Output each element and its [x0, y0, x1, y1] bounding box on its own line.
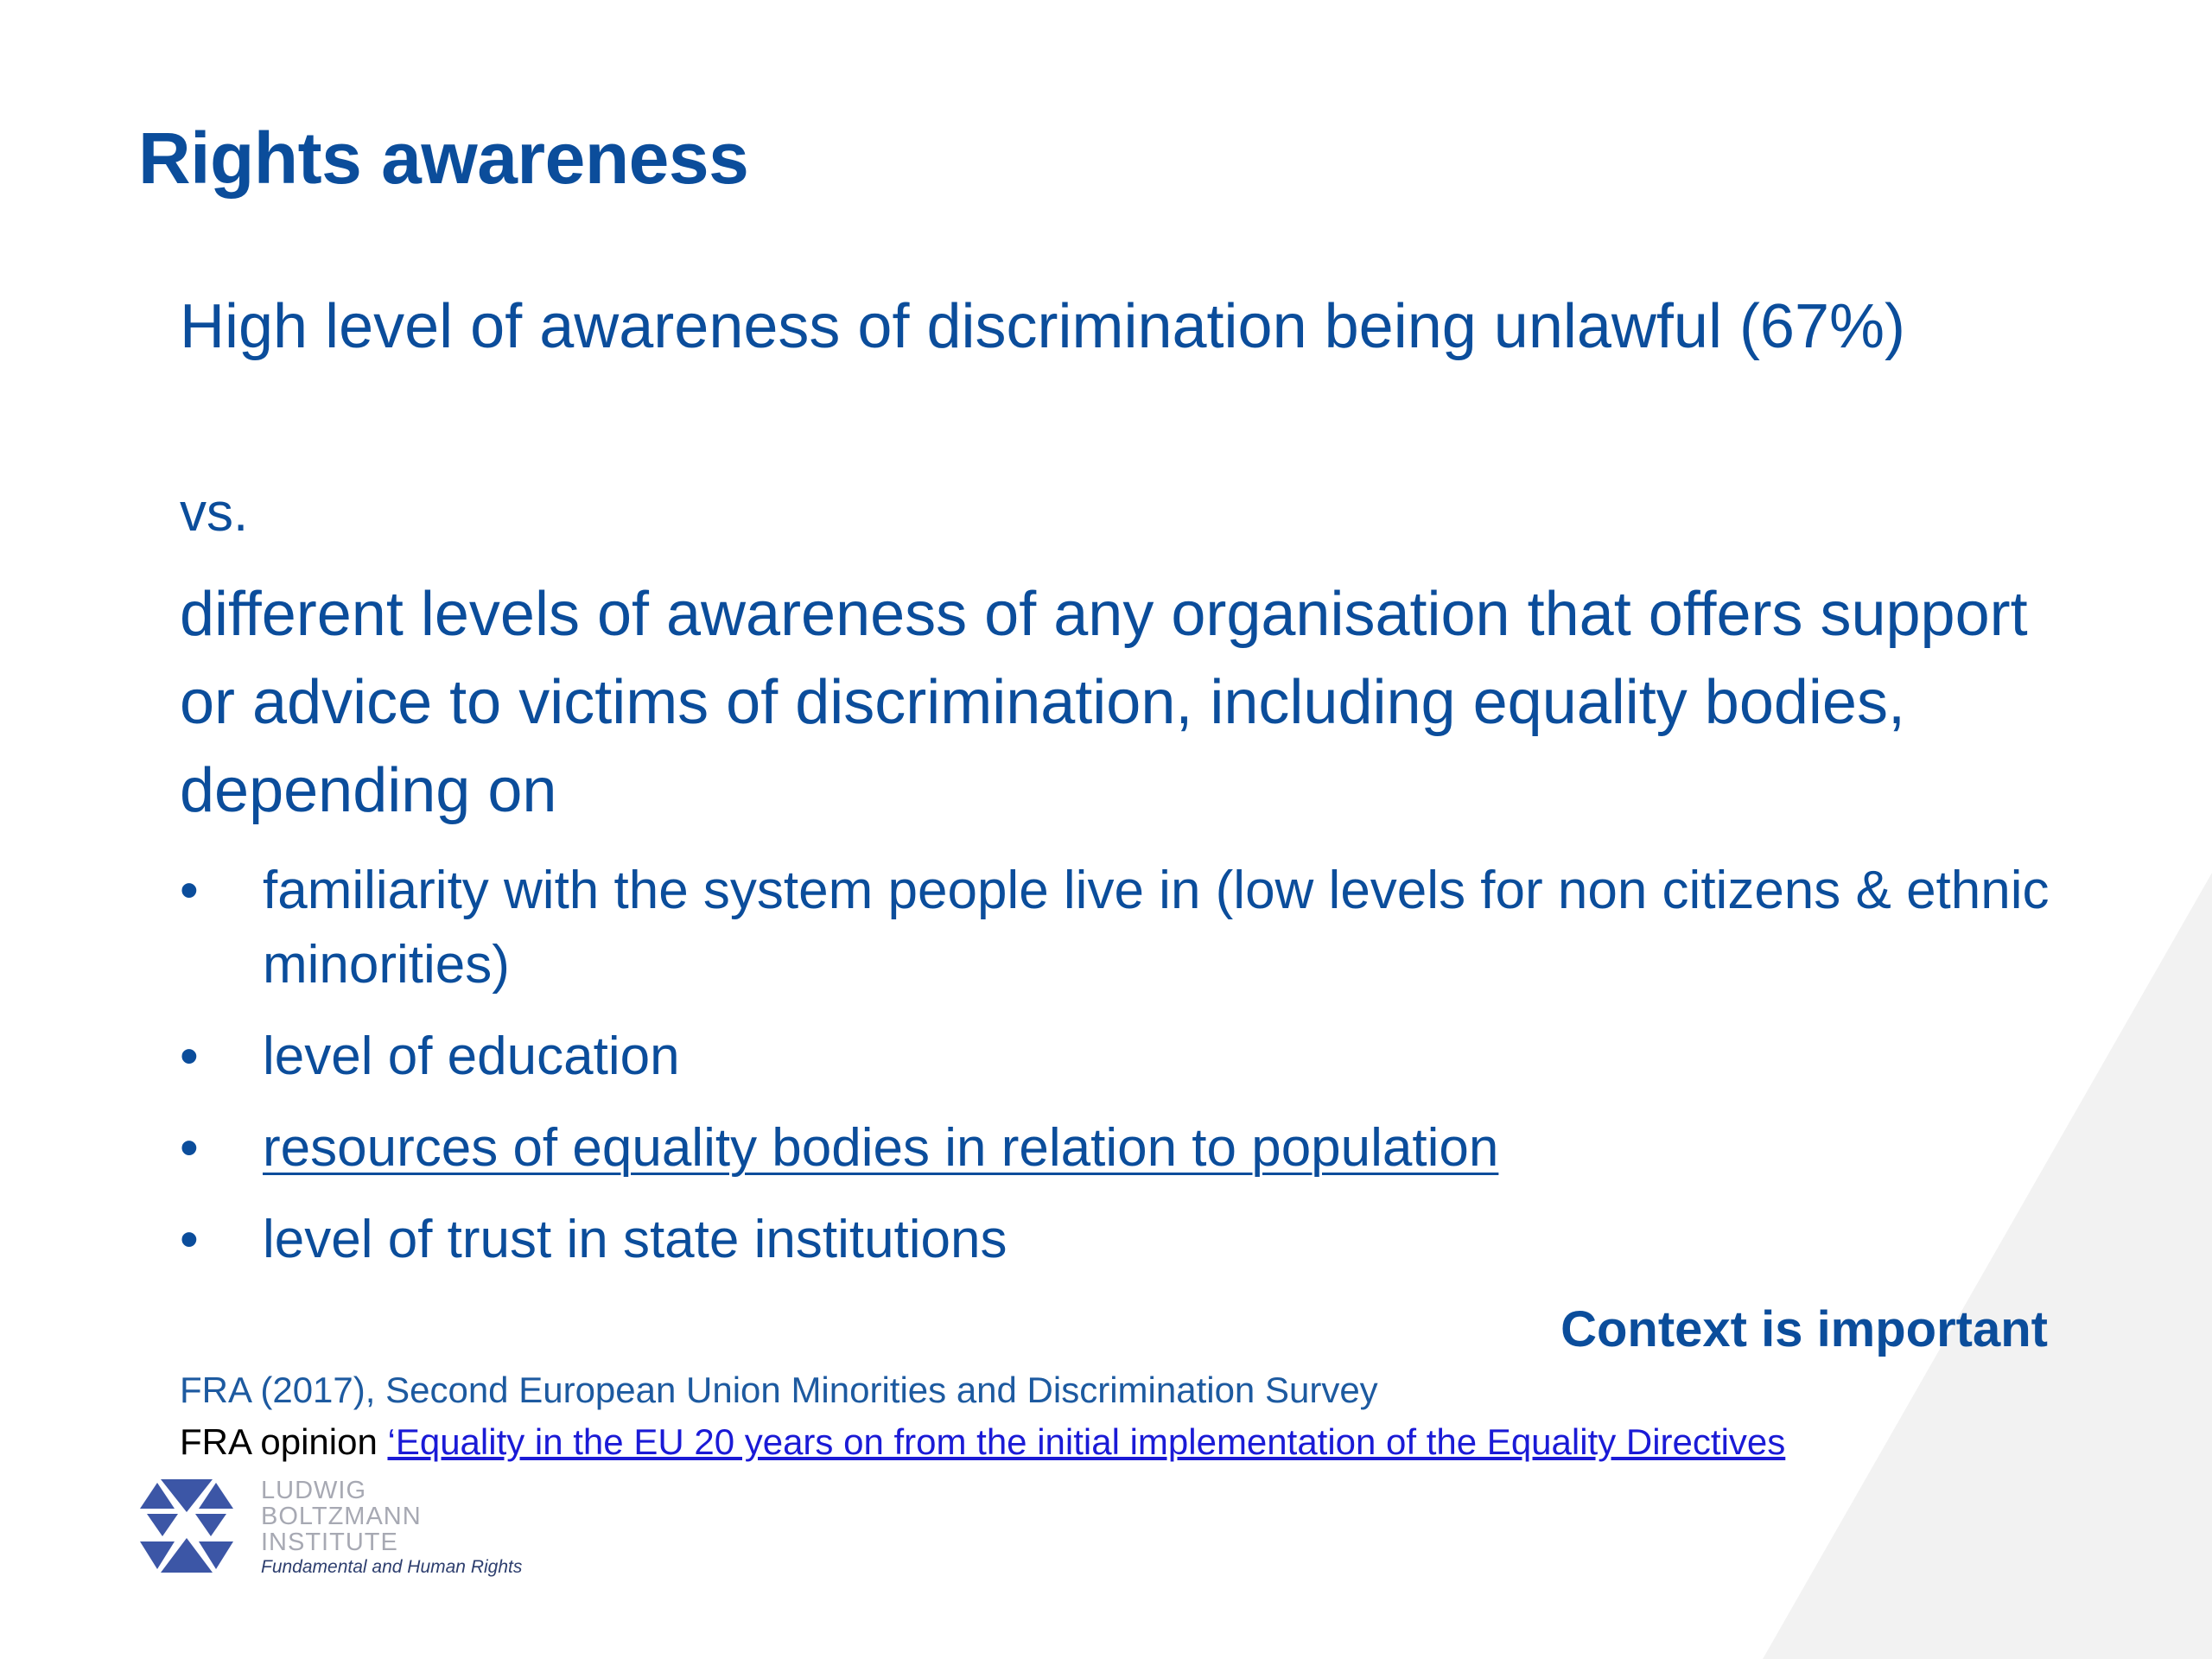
list-item-text: resources of equality bodies in relation to population — [263, 1118, 1499, 1178]
list-item — [180, 1111, 2063, 1185]
bullet-icon: • — [180, 1210, 199, 1269]
contrast-statement: different levels of awareness of any organisation that offers support or advice to victims of discrimination, including equality bodies, depending on — [180, 580, 2028, 825]
list-item — [180, 1203, 2063, 1277]
opinion-prefix: FRA opinion — [180, 1421, 388, 1462]
bullet-icon: • — [180, 1027, 199, 1086]
list-item-text: level of trust in state institutions — [263, 1210, 1007, 1269]
opinion-citation — [180, 1421, 1785, 1463]
bullet-icon: • — [180, 861, 199, 920]
logo-wordmark — [261, 1478, 422, 1555]
lead-statement: High level of awareness of discrimination being unlawful (67%) — [180, 292, 1906, 361]
bullet-icon: • — [180, 1118, 199, 1178]
list-item-text: familiarity with the system people live in (low levels for non citizens & ethnic minorities) — [263, 861, 2050, 995]
list-item — [180, 854, 2063, 1002]
list-item-text: level of education — [263, 1027, 680, 1086]
context-note: Context is important — [1560, 1301, 2048, 1357]
list-item — [180, 1020, 2063, 1094]
versus-label: vs. — [180, 483, 249, 543]
factor-list — [180, 854, 2063, 1277]
logo-subtitle: Fundamental and Human Rights — [261, 1557, 523, 1577]
source-citation: FRA (2017), Second European Union Minorities and Discrimination Survey — [180, 1370, 1378, 1410]
slide-title: Rights awareness — [138, 118, 749, 199]
equality-directives-link[interactable]: ‘Equality in the EU 20 years on from the initial implementation of the Equality Directives — [387, 1421, 1786, 1462]
logo-line: LUDWIG — [261, 1477, 366, 1504]
logo-line: INSTITUTE — [261, 1529, 398, 1556]
logo-line: BOLTZMANN — [261, 1503, 422, 1530]
